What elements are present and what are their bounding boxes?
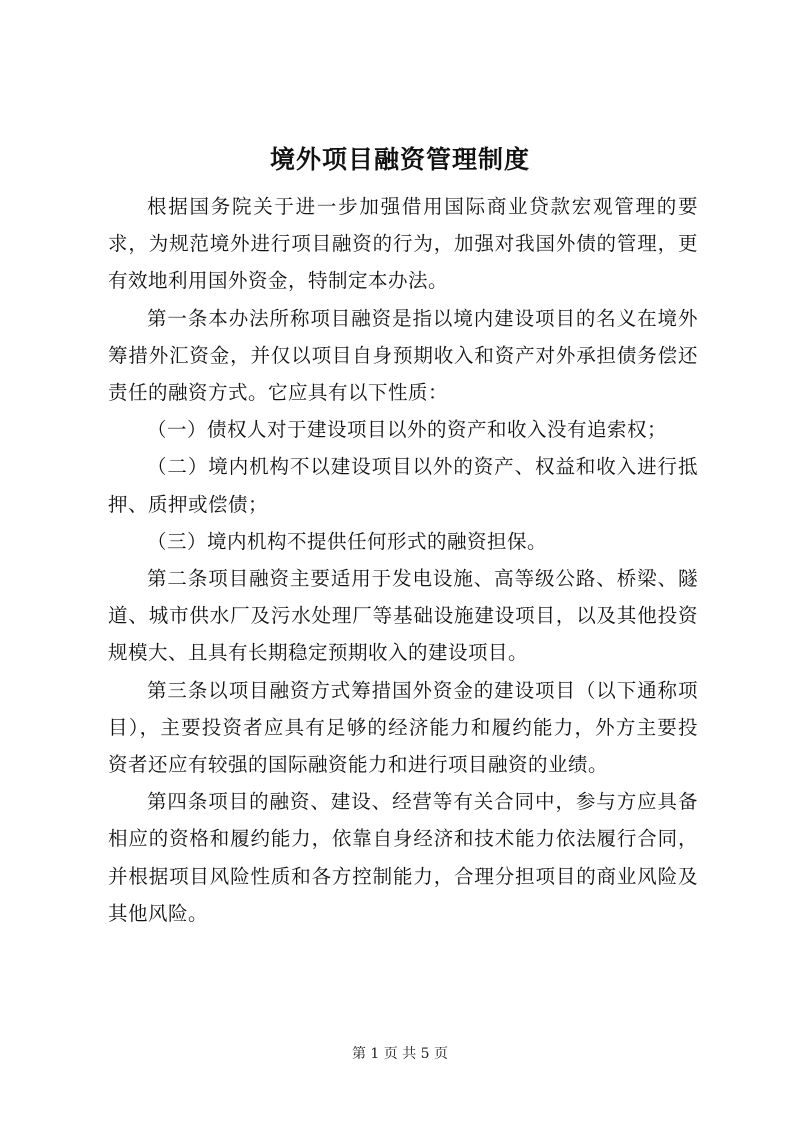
paragraph-item-3: （三）境内机构不提供任何形式的融资担保。 <box>147 529 548 553</box>
document-title: 境外项目融资管理制度 <box>269 145 530 174</box>
paragraph-article-4: 第四条项目的融资、建设、经营等有关合同中，参与方应具备相应的资格和履约能力，依靠自身经济和技术能力依法履行合同，并根据项目风险性质和各方控制能力，合理分担项目的商业风险及其他风险。 <box>108 790 698 925</box>
paragraph-article-2: 第二条项目融资主要适用于发电设施、高等级公路、桥梁、隧道、城市供水厂及污水处理厂等基础设施建设项目，以及其他投资规模大、且具有长期稳定预期收入的建设项目。 <box>108 567 698 665</box>
paragraph-article-3: 第三条以项目融资方式筹措国外资金的建设项目（以下通称项目），主要投资者应具有足够的经济能力和履约能力，外方主要投资者还应有较强的国际融资能力和进行项目融资的业绩。 <box>108 678 698 777</box>
paragraph-intro: 根据国务院关于进一步加强借用国际商业贷款宏观管理的要求，为规范境外进行项目融资的行为，加强对我国外债的管理，更有效地利用国外资金，特制定本办法。 <box>108 195 698 293</box>
paragraph-item-1: （一）债权人对于建设项目以外的资产和收入没有追索权； <box>147 418 668 442</box>
paragraph-article-1: 第一条本办法所称项目融资是指以境内建设项目的名义在境外筹措外汇资金，并仅以项目自身预期收入和资产对外承担债务偿还责任的融资方式。它应具有以下性质： <box>108 306 698 405</box>
paragraph-item-2: （二）境内机构不以建设项目以外的资产、权益和收入进行抵押、质押或偿债； <box>108 455 698 516</box>
page-footer: 第 1 页 共 5 页 <box>351 1046 449 1062</box>
document-body <box>108 188 698 932</box>
